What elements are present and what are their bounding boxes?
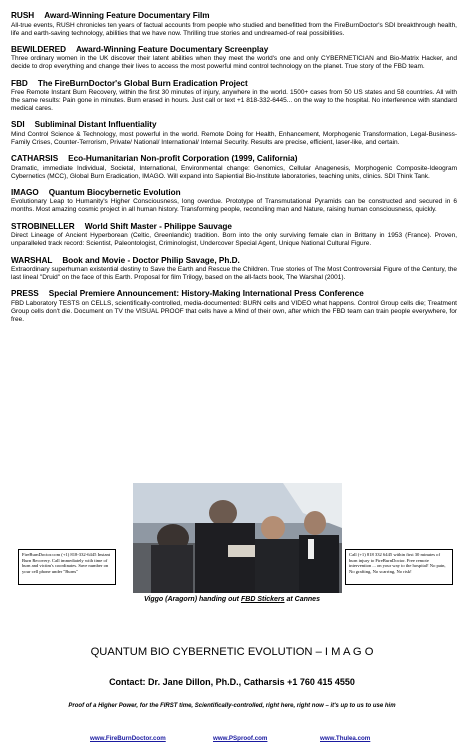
section-title: World Shift Master - Philippe Sauvage [84, 221, 232, 231]
project-sections [11, 11, 457, 331]
section-body: Mind Control Science & Technology, most powerful in the world. Remote Doing for Health, Enhancement, Morphogenic Transformation, Legal-Business-Family Crises, Counter-Terrorism, Private/ National/ International/ Internal Security. Results are precise, efficient, laser-like, and certain. [11, 130, 457, 146]
section-warshal [11, 256, 457, 283]
section-body: Extraordinary superhuman existential destiny to Save the Earth and Rescue the Children. True stories of The Most Controversial Figure of the Century, the last lineal "Druid" on the face of this Earth. Proposal for film Trilogy, based on the all-facts book, The Warshal (2001). [11, 266, 457, 282]
section-press [11, 289, 457, 324]
cannes-photo-image [133, 483, 342, 593]
main-title: QUANTUM BIO CYBERNETIC EVOLUTION – I M A G O [90, 646, 374, 658]
link-fireburndoctor[interactable]: www.FireBurnDoctor.com [90, 735, 166, 742]
caption-suffix: at Cannes [286, 596, 320, 603]
section-body: Dramatic, immediate Individual, Societal, International, Environmental change: Genomics, Cellular Anagenesis, Morphogenic Composite-Ideogram Cybernetics (MCC), Global Burn Eradication, IMAGO. Will expand into Sapiential Bio-Institute laboratories, teaching units, clinics. SDI Think Tank. [11, 164, 457, 180]
section-title: Award-Winning Feature Documentary Film [44, 11, 210, 20]
section-rush [11, 11, 457, 38]
section-body: Free Remote Instant Burn Recovery, within the first 30 minutes of injury, anywhere in the world. 1500+ cases from 50 US states and 58 countries. All with the same results: Pain gone in minutes. Burn erased in hours. Just call or text +1 818-332-6445... on the way to the hospital. No interference with standard medical cares. [11, 89, 457, 113]
caption-text: Viggo (Aragorn) handing out [144, 596, 240, 603]
section-title: Quantum Biocybernetic Evolution [48, 187, 181, 197]
section-fbd [11, 79, 457, 114]
footer-links [0, 735, 464, 745]
section-catharsis [11, 154, 457, 181]
photo-strip [11, 483, 457, 593]
tagline: Proof of a Higher Power, for the FIRST time, Scientifically-controlled, right here, right now – it's up to us to use him [68, 703, 396, 709]
section-key: STROBINELLER [11, 221, 75, 231]
section-body: All-true events, RUSH chronicles ten years of factual accounts from people who studied and benefitted from the FireBurnDoctor's SDI breakthrough health, life and earth-saving technology, abilities that we have now. Thrilling true stories and undreamed-of real possibilities. [11, 21, 457, 37]
section-key: FBD [11, 78, 28, 88]
section-key: WARSHAL [11, 255, 53, 265]
section-heading [11, 11, 457, 21]
section-imago [11, 188, 457, 215]
section-key: IMAGO [11, 187, 39, 197]
section-title: Eco-Humanitarian Non-profit Corporation (1999, California) [68, 154, 298, 164]
section-title: Award-Winning Feature Documentary Screenplay [76, 44, 269, 54]
section-body: Evolutionary Leap to Humanity's Higher Consciousness, long overdue. Prototype of Transmutational Pyramids can be constructed and secured in 6 months. Most amazing cosmic project in all human history. Transforming people, reconciling man and Nature, raising human consciousness, quickly. [11, 198, 457, 214]
section-heading [11, 188, 457, 198]
section-strobineller [11, 222, 457, 249]
section-title: The FireBurnDoctor's Global Burn Eradication Project [37, 78, 248, 88]
section-key: SDI [11, 120, 25, 130]
section-key: PRESS [11, 289, 39, 299]
link-thulea[interactable]: www.Thulea.com [320, 735, 371, 742]
section-sdi [11, 120, 457, 147]
section-heading [11, 45, 457, 55]
section-title: Special Premiere Announcement: History-Making International Press Conference [48, 289, 364, 299]
section-heading [11, 154, 457, 164]
section-body: Direct Lineage of Ancient Hyperborean (Celtic, Greenlandic) tradition. Born into the only surviving female clan in Brittany in 1953 (France). Proven, unparalleled track record: Scientist, Paleontologist, Criminologist, Undercover Special Agent, Unique National Cultural Figure. [11, 232, 457, 248]
sticker-right: Call (+1) 818 332 6445 within first 30 minutes of burn injury to FireBurnDoctor. Free remote intervention ... on your way to the hospital! No pain, No grafting, No scarring, No risk! [345, 549, 453, 585]
section-key: BEWILDERED [11, 44, 67, 54]
section-key: CATHARSIS [11, 154, 59, 164]
sticker-left: FireBurnDoctor.com (+1) 818-332-6445 Instant Burn Recovery. Call immediately with time of burn and victim's coordinates. Save number on your cell phone under "Burns" [18, 549, 116, 585]
section-key: RUSH [11, 11, 35, 20]
section-bewildered [11, 45, 457, 72]
cannes-photo [133, 483, 342, 593]
section-title: Book and Movie - Doctor Philip Savage, Ph.D. [62, 255, 240, 265]
section-heading [11, 120, 457, 130]
section-heading [11, 222, 457, 232]
photo-caption [0, 596, 464, 603]
caption-link: FBD Stickers [240, 596, 285, 603]
section-body: FBD Laboratory TESTS on CELLS, scientifically-controlled, media-documented: BURN cells and VIDEO what happens. Control Group cells die; Treatment Group cells don't die. Document on TV the VISUAL PROOF that cells have a Mind of their own, after which the FBD team can train people everywhere, for free. [11, 299, 457, 323]
section-heading [11, 289, 457, 299]
section-heading [11, 79, 457, 89]
section-title: Subliminal Distant Influentiality [34, 120, 157, 130]
link-psproof[interactable]: www.PSproof.com [213, 735, 268, 742]
section-body: Three ordinary women in the UK discover their latent abilities when they meet the world's one and only CYBERNETICIAN and Bio-Matrix Hacker, and decide to drop everything and change their lives to access the most powerful mind control technology on the planet. True story of the FBD team. [11, 55, 457, 71]
contact-line: Contact: Dr. Jane Dillon, Ph.D., Catharsis +1 760 415 4550 [109, 677, 355, 687]
section-heading [11, 256, 457, 266]
